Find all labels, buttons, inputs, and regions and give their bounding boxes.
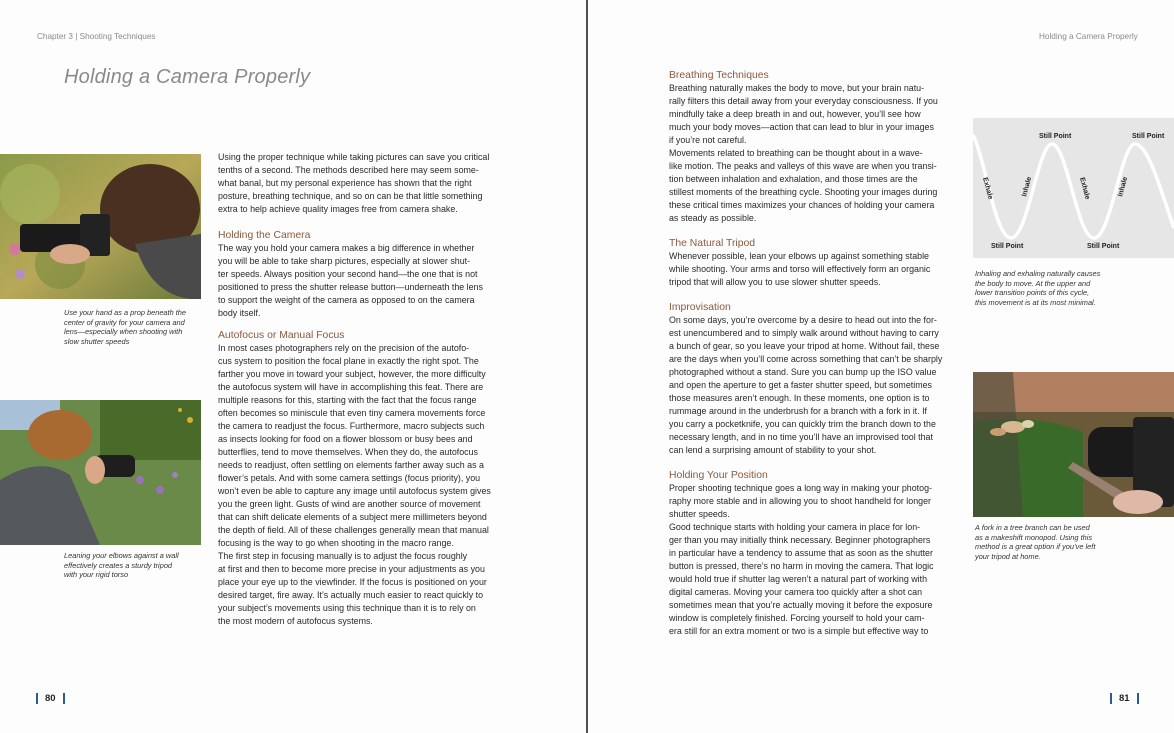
wave-label-top-1: Still Point <box>1039 133 1072 140</box>
page-title: Holding a Camera Properly <box>64 66 311 88</box>
page-number-text: 81 <box>1119 693 1130 704</box>
breathing-wave-line <box>973 135 1174 238</box>
running-head-left: Chapter 3 | Shooting Techniques <box>37 32 156 41</box>
wave-label-top-2: Still Point <box>1132 133 1165 140</box>
left-column <box>218 151 518 628</box>
right-column <box>669 69 964 638</box>
body-breathing: Breathing naturally makes the body to move, but your brain natu- rally filters this detail away from your everyday consciousness. If you mindfully take a deep breath in and out, however, you’ll see how much your body moves—action that can lead to blur in your images if you’re not careful. Movements related to breathing can be thought about in a wave- like motion. The peaks and valleys of this wave are when you transi- tion between inhalation and exhalation, and those times are the stillest moments of the breathing cycle. Shooting your images during these critical times maximizes your chances of holding your camera as steady as possible. <box>669 83 938 223</box>
page-number-left <box>36 693 65 704</box>
heading-natural-tripod: The Natural Tripod <box>669 238 756 249</box>
caption-hand-prop: Use your hand as a prop beneath the center of gravity for your camera and lens—especially when shooting with slow shutter speeds <box>64 308 187 346</box>
page-number-text: 80 <box>45 693 56 704</box>
page-bar-icon <box>1137 693 1139 704</box>
page-bar-icon <box>36 693 38 704</box>
wave-label-exhale-1: Exhale <box>981 176 994 201</box>
wave-label-bottom-1: Still Point <box>991 243 1024 250</box>
photo-fork-monopod <box>973 372 1174 517</box>
heading-holding-position: Holding Your Position <box>669 470 768 481</box>
body-improvisation: On some days, you’re overcome by a desire to head out into the for- est unencumbered and to simply walk around without having to carry a bunch of gear, so you leave your tripod at home. Without fail, these are the days when you’ll come across something that can’t be sharply photographed without a stand. Sure you can bump up the ISO value and open the aperture to get a faster shutter speed, but sometimes those measures aren’t enough. In these moments, one option is to rummage around in the underbrush for a branch with a fork in it. If you carry a pocketknife, you can quickly trim the branch down to the necessary length, and in no time you’ll have an improvised tool that can lend a surprising amount of stability to your shot. <box>669 315 943 455</box>
heading-holding-the-camera: Holding the Camera <box>218 230 311 241</box>
intro-paragraph: Using the proper technique while taking pictures can save you critical tenths of a second. The methods described here may seem some- what banal, but my personal experience has shown that the right posture, breathing technique, and so on can be that little something extra to help achieve quality images free from camera shake. <box>218 152 490 214</box>
breathing-wave-diagram <box>973 118 1174 258</box>
heading-improvisation: Improvisation <box>669 302 731 313</box>
caption-breathing: Inhaling and exhaling naturally causes the body to move. At the upper and lower transition points of this cycle, this movement is at its most minimal. <box>975 269 1101 307</box>
page-number-right <box>1110 693 1139 704</box>
page-bar-icon <box>63 693 65 704</box>
heading-autofocus: Autofocus or Manual Focus <box>218 330 345 341</box>
body-natural-tripod: Whenever possible, lean your elbows up against something stable while shooting. Your arms and torso will effectively form an organic tripod that will allow you to use slower shutter speeds. <box>669 251 931 287</box>
caption-elbows-wall: Leaning your elbows against a wall effectively creates a sturdy tripod with your rigid torso <box>64 551 179 580</box>
running-head-right: Holding a Camera Properly <box>1039 32 1138 41</box>
body-autofocus: In most cases photographers rely on the precision of the autofo- cus system to position the focal plane in exactly the right spot. The farther you move in toward your subject, however, the more difficulty the autofocus system will have in accomplishing this feat. There are multiple reasons for this, starting with the fact that the focus range often becomes so miniscule that even tiny camera movements force the camera to readjust the focus. Furthermore, macro subjects such as insects looking for food on a flower blossom or busy bees and butterflies, tend to move themselves. When they do, the autofocus needs to readjust, often settling on elements farther away such as a flower’s petals. And with some camera settings (focus priority), you won’t even be able to capture any image until autofocus system gives you the green light. Gusts of wind are another source of movement that can shift delicate elements of a subject mere millimeters beyond the depth of field. All of these challenges generally mean that manual focusing is the way to go when shooting in the macro range. The first step in focusing manually is to adjust the focus roughly at first and then to become more precise in your adjustments as you place your eye up to the viewfinder. If the focus is positioned on your desired target, fire away. It’s actually much easier to react quickly to your subject’s movements using this technique than it is to rely on the most modern of autofocus systems. <box>218 343 491 626</box>
body-holding-position: Proper shooting technique goes a long way in making your photog- raphy more stable and in allowing you to shoot handheld for longer shutter speeds. Good technique starts with holding your camera in place for lon- ger than you may initially think necessary. Beginner photographers in particular have a tendency to assume that as soon as the shutter button is pressed, there’s no harm in moving the camera. That logic would hold true if shutter lag weren’t a natural part of working with digital cameras. Moving your camera too quickly after a shot can sometimes mean that you’re actually moving it before the exposure window is completely finished. Forcing yourself to hold your cam- era still for an extra moment or two is a simple but effective way to <box>669 483 934 636</box>
photo-elbows-wall <box>0 400 201 545</box>
wave-label-inhale-1: Inhale <box>1021 176 1034 198</box>
photo-hand-prop <box>0 154 201 299</box>
wave-label-bottom-2: Still Point <box>1087 243 1120 250</box>
wave-label-exhale-2: Exhale <box>1078 176 1091 201</box>
body-holding-the-camera: The way you hold your camera makes a big difference in whether you will be able to take sharp pictures, especially at slower shut- ter speeds. Always position your second hand—the one that is not positioned to press the shutter release button—underneath the lens to support the weight of the camera as opposed to on the camera body itself. <box>218 243 483 318</box>
wave-label-inhale-2: Inhale <box>1117 176 1130 198</box>
caption-fork-monopod: A fork in a tree branch can be used as a makeshift monopod. Using this method is a great option if you’ve left your tripod at home. <box>975 523 1096 561</box>
page-bar-icon <box>1110 693 1112 704</box>
heading-breathing: Breathing Techniques <box>669 70 769 81</box>
spine-divider <box>586 0 588 733</box>
